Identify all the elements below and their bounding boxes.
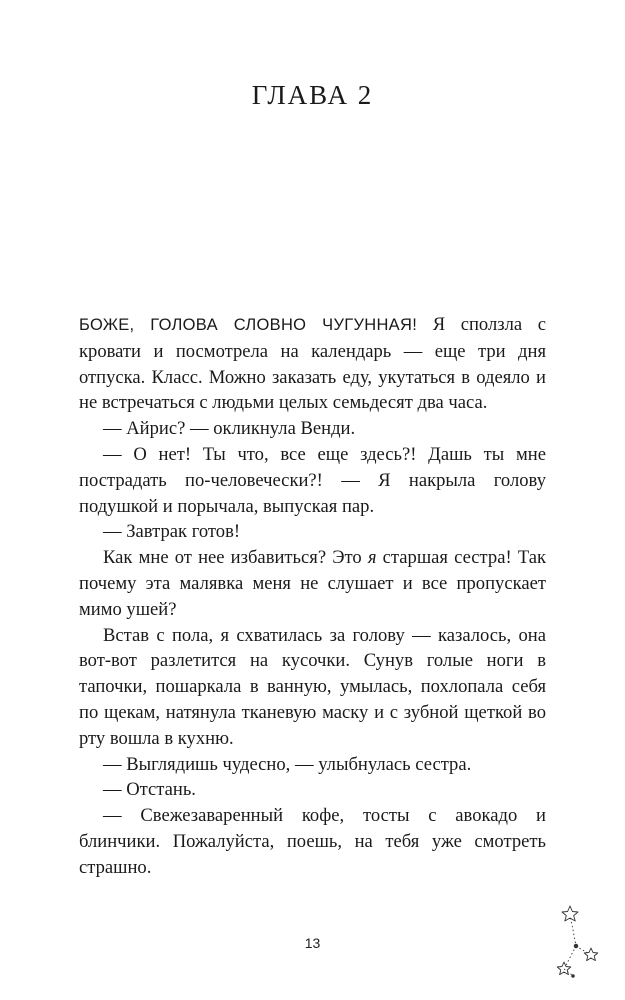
paragraph-1-lead: БОЖЕ, ГОЛОВА СЛОВНО ЧУГУННАЯ!: [79, 316, 418, 334]
paragraph-5: [79, 545, 546, 622]
paragraph-3: — О нет! Ты что, все еще здесь?! Дашь ты мне пострадать по-человечески?! — Я накрыла голову подушкой и порычала, выпуская пар.: [79, 443, 546, 517]
constellation-icon: [548, 900, 608, 982]
paragraph-1-text: Я сползла с кровати и посмотрела на календарь — еще три дня отпуска. Класс. Можно заказать еду, укутаться в одеяло и не встречаться с людьми целых семьдесят два часа.: [79, 314, 546, 414]
body-text: [79, 312, 546, 881]
paragraph-5-after: старшая сестра! Так почему эта малявка меня не слушает и все пропускает мимо ушей?: [79, 547, 546, 620]
paragraph-7: — Выглядишь чудесно, — улыбнулась сестра.: [103, 753, 472, 775]
paragraph-9: — Свежезаваренный кофе, тосты с авокадо и блинчики. Пожалуйста, поешь, на тебя уже смотреть страшно.: [79, 805, 546, 878]
paragraph-5-emphasis: я: [367, 547, 377, 569]
paragraph-8: — Отстань.: [103, 779, 196, 801]
page-number: 13: [304, 935, 321, 951]
chapter-title: ГЛАВА 2: [251, 80, 374, 110]
paragraph-2: — Айрис? — окликнула Венди.: [103, 418, 356, 440]
paragraph-1: [79, 312, 546, 416]
paragraph-6: Встав с пола, я схватилась за голову — казалось, она вот-вот разлетится на кусочки. Сунув голые ноги в тапочки, пошаркала в ванную, умылась, похлопала себя по щекам, натянула тканевую маску и с зубной щеткой во рту вошла в кухню.: [79, 624, 546, 749]
paragraph-4: — Завтрак готов!: [103, 521, 241, 543]
paragraph-5-before: Как мне от нее избавиться? Это: [103, 547, 368, 569]
